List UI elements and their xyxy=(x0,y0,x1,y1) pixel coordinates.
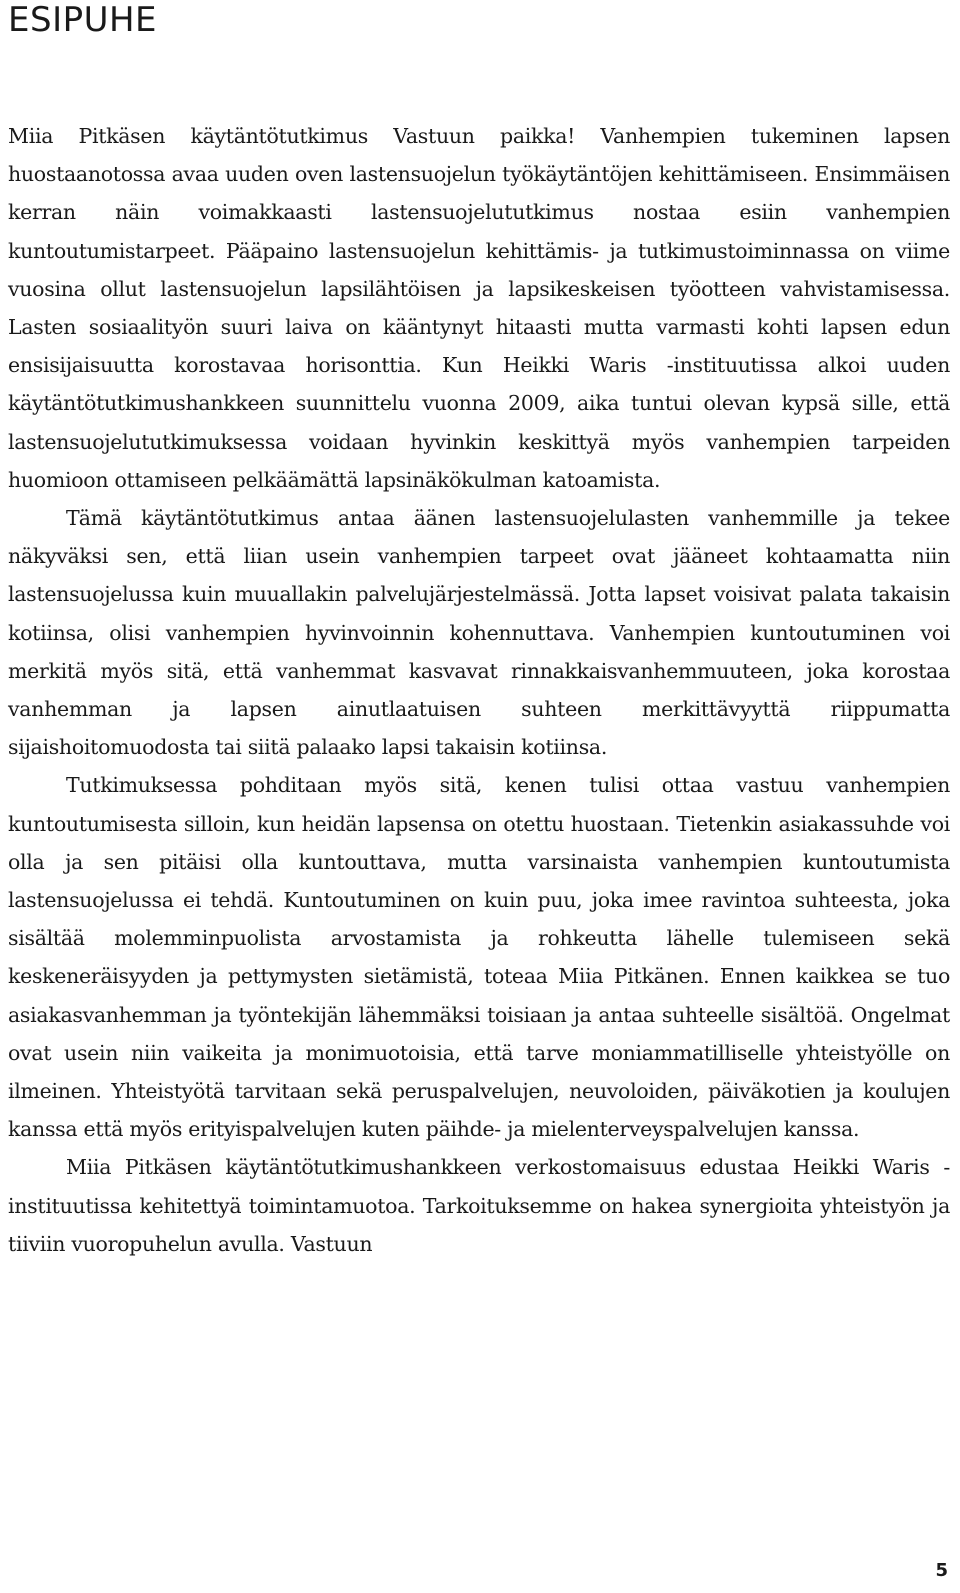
paragraph: Miia Pitkäsen käytäntötutkimushankkeen verkostomaisuus edustaa Heikki Waris -instituutissa kehitettyä toimintamuotoa. Tarkoituksemme on hakea synergioita yhteistyön ja tiiviin vuoropuhelun avulla. Vastuun xyxy=(8,1155,950,1256)
body-text xyxy=(8,117,950,1263)
paragraph: Tutkimuksessa pohditaan myös sitä, kenen tulisi ottaa vastuu vanhempien kuntoutumisesta silloin, kun heidän lapsensa on otettu huostaan. Tietenkin asiakassuhde voi olla ja sen pitäisi olla kuntouttava, mutta varsinaista vanhempien kuntoutumista lastensuojelussa ei tehdä. Kuntoutuminen on kuin puu, joka imee ravintoa suhteesta, joka sisältää molemminpuolista arvostamista ja rohkeutta lähelle tulemiseen sekä keskeneräisyyden ja pettymysten sietämistä, toteaa Miia Pitkänen. Ennen kaikkea se tuo asiakasvanhemman ja työntekijän lähemmäksi toisiaan ja antaa suhteelle sisältöä. Ongelmat ovat usein niin vaikeita ja monimuotoisia, että tarve moniammatilliselle yhteistyölle on ilmeinen. Yhteistyötä tarvitaan sekä peruspalvelujen, neuvoloiden, päiväkotien ja koulujen kanssa että myös erityispalvelujen kuten päihde- ja mielenterveyspalvelujen kanssa. xyxy=(8,773,950,1142)
paragraph: Miia Pitkäsen käytäntötutkimus Vastuun paikka! Vanhempien tukeminen lapsen huostaanotossa avaa uuden oven lastensuojelun työkäytäntöjen kehittämiseen. Ensimmäisen kerran näin voimakkaasti lastensuojelututkimus nostaa esiin vanhempien kuntoutumistarpeet. Pääpaino lastensuojelun kehittämis- ja tutkimustoiminnassa on viime vuosina ollut lastensuojelun lapsilähtöisen ja lapsikeskeisen työotteen vahvistamisessa. Lasten sosiaalityön suuri laiva on kääntynyt hitaasti mutta varmasti kohti lapsen edun ensisijaisuutta korostavaa horisonttia. Kun Heikki Waris -instituutissa alkoi uuden käytäntötutkimushankkeen suunnittelu vuonna 2009, aika tuntui olevan kypsä sille, että lastensuojelututkimuksessa voidaan hyvinkin keskittyä myös vanhempien tarpeiden huomioon ottamiseen pelkäämättä lapsinäkökulman katoamista. xyxy=(8,124,950,492)
page-title: ESIPUHE xyxy=(8,0,158,40)
paragraph: Tämä käytäntötutkimus antaa äänen lastensuojelulasten vanhemmille ja tekee näkyväksi sen, että liian usein vanhempien tarpeet ovat jääneet kohtaamatta niin lastensuojelussa kuin muuallakin palvelujärjestelmässä. Jotta lapset voisivat palata takaisin kotiinsa, olisi vanhempien hyvinvoinnin kohennuttava. Vanhempien kuntoutuminen voi merkitä myös sitä, että vanhemmat kasvavat rinnakkaisvanhemmuuteen, joka korostaa vanhemman ja lapsen ainutlaatuisen suhteen merkittävyyttä riippumatta sijaishoitomuodosta tai siitä palaako lapsi takaisin kotiinsa. xyxy=(8,506,950,760)
page-number: 5 xyxy=(935,1560,948,1581)
